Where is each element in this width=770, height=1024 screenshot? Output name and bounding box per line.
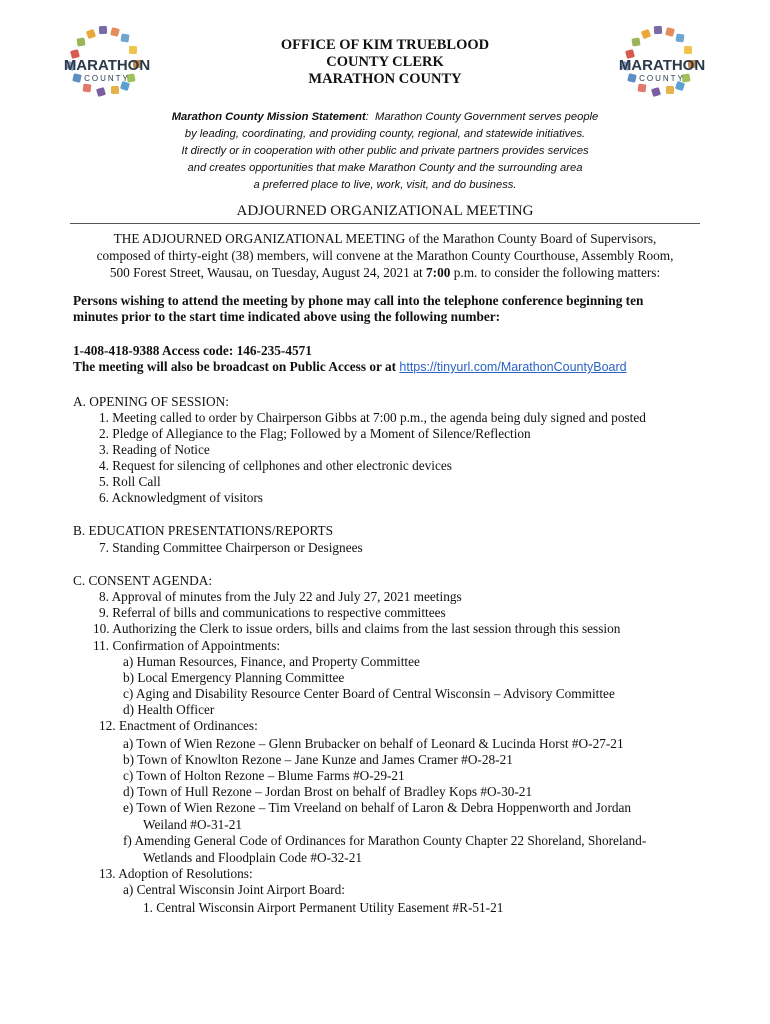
logo-square [72,73,82,83]
agenda-item: 10. Authorizing the Clerk to issue orders, bills and claims from the last session through this session [93,621,621,636]
broadcast-label: The meeting will also be broadcast on Public Access or at [73,359,397,374]
logo-square [631,37,640,46]
meeting-intro [60,230,710,281]
logo-square [83,84,92,93]
agenda-item: d) Health Officer [123,702,215,717]
logo-square [684,46,692,54]
agenda-item: b) Town of Knowlton Rezone – Jane Kunze and James Cramer #O-28-21 [123,752,513,767]
intro-line: composed of thirty-eight (38) members, will convene at the Marathon County Courthouse, Assembly Room, [96,248,674,263]
logo-square [654,26,662,34]
mission-line: by leading, coordinating, and providing county, regional, and statewide initiatives. [184,128,586,140]
mission-line: a preferred place to live, work, visit, and do business. [253,179,517,191]
agenda-item: C. CONSENT AGENDA: [73,573,213,588]
agenda-item: Weiland #O-31-21 [143,817,242,832]
agenda-item: a) Human Resources, Finance, and Property Committee [123,654,420,669]
intro-line: THE ADJOURNED ORGANIZATIONAL MEETING of the Marathon County Board of Supervisors, [113,231,657,246]
broadcast-link[interactable]: https://tinyurl.com/MarathonCountyBoard [399,360,627,374]
phone-number: 1-408-418-9388 Access code: 146-235-4571 [73,343,312,358]
logo-square [120,33,129,42]
agenda-item: 13. Adoption of Resolutions: [99,866,253,881]
intro-line: 500 Forest Street, Wausau, on Tuesday, August 24, 2021 at 7:00 p.m. to consider the following matters: [109,265,661,280]
agenda-item: b) Local Emergency Planning Committee [123,670,345,685]
agenda-item: 11. Confirmation of Appointments: [93,638,281,653]
mission-label: Marathon County Mission Statement [171,111,366,123]
agenda-item: 12. Enactment of Ordinances: [99,718,258,733]
agenda-item: 4. Request for silencing of cellphones and other electronic devices [99,458,452,473]
logo-name: MARATHON [618,57,706,74]
logo-square [651,87,661,97]
agenda-item: 9. Referral of bills and communications to respective committees [99,605,446,620]
header-title: COUNTY CLERK [326,54,444,70]
agenda-item: c) Town of Holton Rezone – Blume Farms #O-29-21 [123,768,405,783]
logo-square [638,84,647,93]
agenda-item: B. EDUCATION PRESENTATIONS/REPORTS [73,523,334,538]
agenda-item: 1. Meeting called to order by Chairperson Gibbs at 7:00 p.m., the agenda being duly signed and posted [99,410,646,425]
agenda-item: d) Town of Hull Rezone – Jordan Brost on behalf of Bradley Kops #O-30-21 [123,784,533,799]
logo-square [111,86,119,94]
title-divider [70,223,700,224]
meeting-time: 7:00 [426,265,451,280]
agenda-item: A. OPENING OF SESSION: [73,394,229,409]
agenda-item: 3. Reading of Notice [99,442,210,457]
mission-line: It directly or in cooperation with other public and private partners provides services [181,145,589,157]
header-office-name: OFFICE OF KIM TRUEBLOOD [280,37,490,53]
agenda-item: Wetlands and Floodplain Code #O-32-21 [143,850,363,865]
logo-square [86,29,96,39]
agenda-item: c) Aging and Disability Resource Center Board of Central Wisconsin – Advisory Committee [123,686,615,701]
meeting-title: ADJOURNED ORGANIZATIONAL MEETING [236,203,534,219]
logo-square [627,73,637,83]
logo-square [675,33,684,42]
mission-line: and creates opportunities that make Marathon County and the surrounding area [187,162,583,174]
logo-square [96,87,106,97]
agenda-item: a) Central Wisconsin Joint Airport Board: [123,882,345,897]
office-header [200,37,570,88]
logo-sub: COUNTY [84,74,130,83]
phone-notice: Persons wishing to attend the meeting by phone may call into the telephone conference beginning ten minutes prior to the start time indicated above using the following number: [73,293,644,324]
marathon-county-logo-left [57,22,157,102]
mission-statement: Marathon County Mission Statement: Marathon County Government serves people by leading, coordinating, and providing county, regional, and statewide initiatives. It directly or in cooperation with other public and private partners provides services and creates opportunities that make Marathon County and the surrounding area a preferred place to live, work, visit, and do business. [150,109,620,194]
logo-graphic [612,22,712,102]
logo-square [99,26,107,34]
mission-line: Marathon County Government serves people [375,111,599,123]
agenda-item: 2. Pledge of Allegiance to the Flag; Followed by a Moment of Silence/Reflection [99,426,531,441]
logo-square [129,46,137,54]
agenda-item: f) Amending General Code of Ordinances for Marathon County Chapter 22 Shoreland, Shoreland- [123,833,647,848]
logo-square [641,29,651,39]
logo-sub: COUNTY [639,74,685,83]
logo-name: MARATHON [63,57,151,74]
header-county: MARATHON COUNTY [308,71,462,87]
marathon-county-logo-right [612,22,712,102]
broadcast-info [73,358,627,376]
agenda-item: 8. Approval of minutes from the July 22 and July 27, 2021 meetings [99,589,462,604]
logo-square [110,27,120,37]
logo-graphic [57,22,157,102]
agenda-item: 1. Central Wisconsin Airport Permanent Utility Easement #R-51-21 [143,900,504,915]
agenda-item: e) Town of Wien Rezone – Tim Vreeland on behalf of Laron & Debra Hoppenworth and Jordan [123,800,632,815]
logo-square [665,27,675,37]
logo-square [666,86,674,94]
logo-square [76,37,85,46]
agenda-item: 5. Roll Call [99,474,161,489]
agenda-item: 6. Acknowledgment of visitors [99,490,263,505]
agenda-item: a) Town of Wien Rezone – Glenn Brubacker on behalf of Leonard & Lucinda Horst #O-27-21 [123,736,624,751]
agenda-item: 7. Standing Committee Chairperson or Designees [99,540,363,555]
